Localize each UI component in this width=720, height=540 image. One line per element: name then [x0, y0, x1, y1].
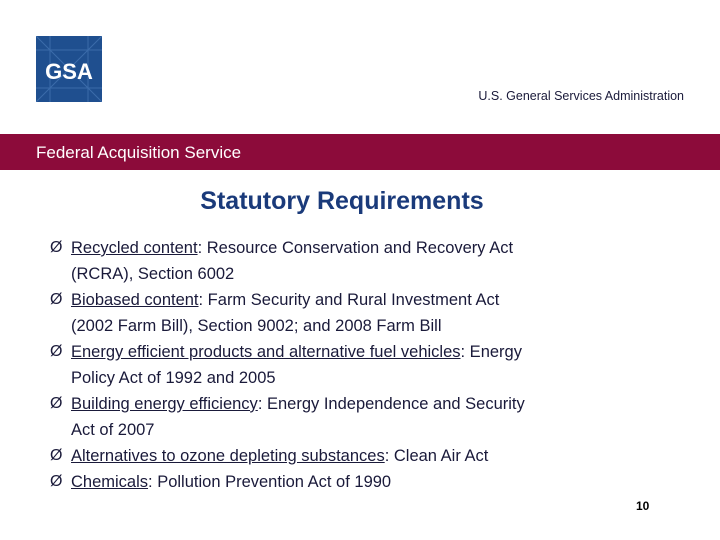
bullet-term: Chemicals [71, 473, 149, 491]
bullet-item [50, 443, 650, 469]
arrow-bullet-icon: Ø [50, 239, 63, 256]
gsa-logo-graphic [36, 36, 102, 102]
bullet-term: Energy efficient products and alternative fuel vehicles [71, 343, 461, 361]
bullet-text: : Clean Air Act [384, 447, 489, 465]
arrow-bullet-icon: Ø [50, 395, 63, 412]
banner-text: Federal Acquisition Service [36, 143, 242, 162]
bullet-text: : Resource Conservation and Recovery Act [197, 239, 514, 257]
section-banner [0, 134, 720, 170]
bullet-text: : Farm Security and Rural Investment Act [198, 291, 500, 309]
bullet-term: Building energy efficiency [71, 395, 258, 413]
bullet-list [50, 235, 650, 495]
arrow-bullet-icon: Ø [50, 343, 63, 360]
arrow-bullet-icon: Ø [50, 447, 63, 464]
arrow-bullet-icon: Ø [50, 473, 63, 490]
bullet-item [50, 235, 650, 287]
logo-text: GSA [45, 59, 93, 84]
gsa-logo [36, 36, 102, 102]
bullet-text: : Energy [460, 343, 522, 361]
bullet-term: Biobased content [71, 291, 199, 309]
arrow-bullet-icon: Ø [50, 291, 63, 308]
bullet-text-continued: Policy Act of 1992 and 2005 [71, 369, 276, 387]
bullet-text: : Energy Independence and Security [257, 395, 525, 413]
bullet-text: : Pollution Prevention Act of 1990 [148, 473, 392, 491]
page-number: 10 [636, 499, 650, 513]
bullet-term: Alternatives to ozone depleting substances [71, 447, 385, 465]
bullet-item [50, 287, 650, 339]
slide-title: Statutory Requirements [200, 187, 484, 215]
bullet-item [50, 391, 650, 443]
bullet-item [50, 469, 650, 495]
bullet-text-continued: Act of 2007 [71, 421, 155, 439]
bullet-text-continued: (2002 Farm Bill), Section 9002; and 2008 Farm Bill [71, 317, 442, 335]
bullet-item [50, 339, 650, 391]
bullet-term: Recycled content [71, 239, 198, 257]
agency-name: U.S. General Services Administration [478, 89, 684, 103]
bullet-text-continued: (RCRA), Section 6002 [71, 265, 235, 283]
